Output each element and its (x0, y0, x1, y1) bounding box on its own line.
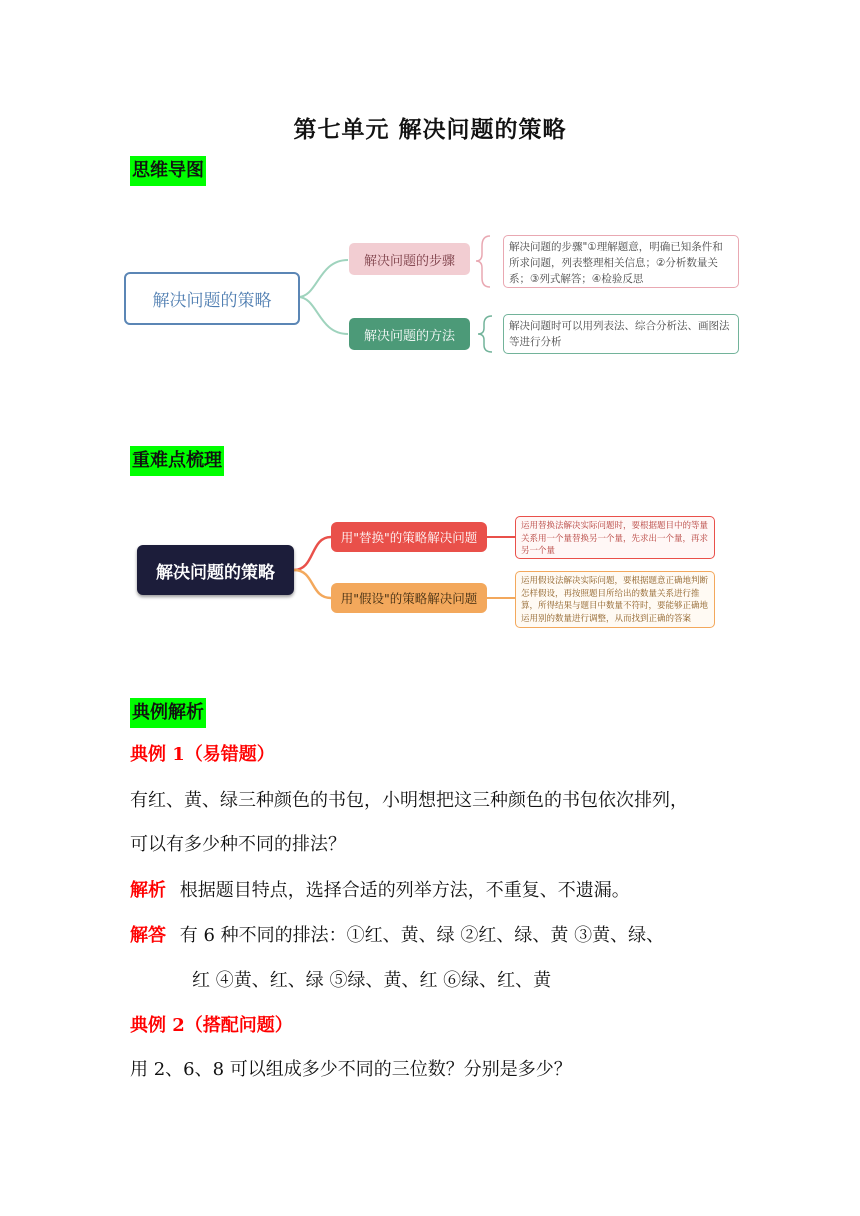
mindmap2-root: 解决问题的策略 (137, 545, 294, 595)
answer-line1: 有 6 种不同的排法：①红、黄、绿 ②红、绿、黄 ③黄、绿、 (179, 925, 665, 946)
mindmap1-node-steps: 解决问题的步骤 (349, 243, 470, 275)
example2-question: 用 2、6、8 可以组成多少不同的三位数？分别是多少？ (130, 1059, 572, 1080)
answer-line2: 红 ④黄、红、绿 ⑤绿、黄、红 ⑥绿、红、黄 (192, 970, 552, 991)
mindmap2-node-assumption: 用"假设"的策略解决问题 (331, 583, 487, 613)
example1-question-line1: 有红、黄、绿三种颜色的书包，小明想把这三种颜色的书包依次排列， (130, 790, 688, 811)
section-examples: 典例解析 (130, 698, 206, 728)
mindmap2-note-assumption: 运用假设法解决实际问题，要根据题意正确地判断怎样假设，再按照题目所给出的数量关系进行推算，所得结果与题目中数量不符时，要能够正确地运用别的数量进行调整，从而找到正确的答案 (515, 571, 715, 628)
section-key-points: 重难点梳理 (130, 446, 224, 476)
mindmap1-note-methods: 解决问题时可以用列表法、综合分析法、画图法等进行分析 (503, 314, 739, 354)
mindmap1-node-methods: 解决问题的方法 (349, 318, 470, 350)
example2-heading: 典例 2（搭配问题） (130, 1015, 293, 1036)
mindmap1-root: 解决问题的策略 (124, 272, 300, 325)
analysis-text: 根据题目特点，选择合适的列举方法，不重复、不遗漏。 (179, 880, 630, 901)
analysis-label: 解析 (130, 880, 166, 901)
answer-label: 解答 (130, 925, 166, 946)
mindmap2-note-substitution: 运用替换法解决实际问题时，要根据题目中的等量关系用一个量替换另一个量，先求出一个量，再求另一个量 (515, 516, 715, 559)
example1-answer (130, 923, 664, 949)
example1-analysis (130, 878, 630, 904)
example1-heading: 典例 1（易错题） (130, 744, 275, 765)
example1-question-line2: 可以有多少种不同的排法？ (130, 834, 346, 855)
page-title: 第七单元 解决问题的策略 (293, 116, 567, 143)
mindmap1-note-steps: 解决问题的步骤"①理解题意，明确已知条件和所求问题，列表整理相关信息；②分析数量关系；③列式解答；④检验反思 (503, 235, 739, 288)
mindmap2-node-substitution: 用"替换"的策略解决问题 (331, 522, 487, 552)
section-mind-map: 思维导图 (130, 156, 206, 186)
